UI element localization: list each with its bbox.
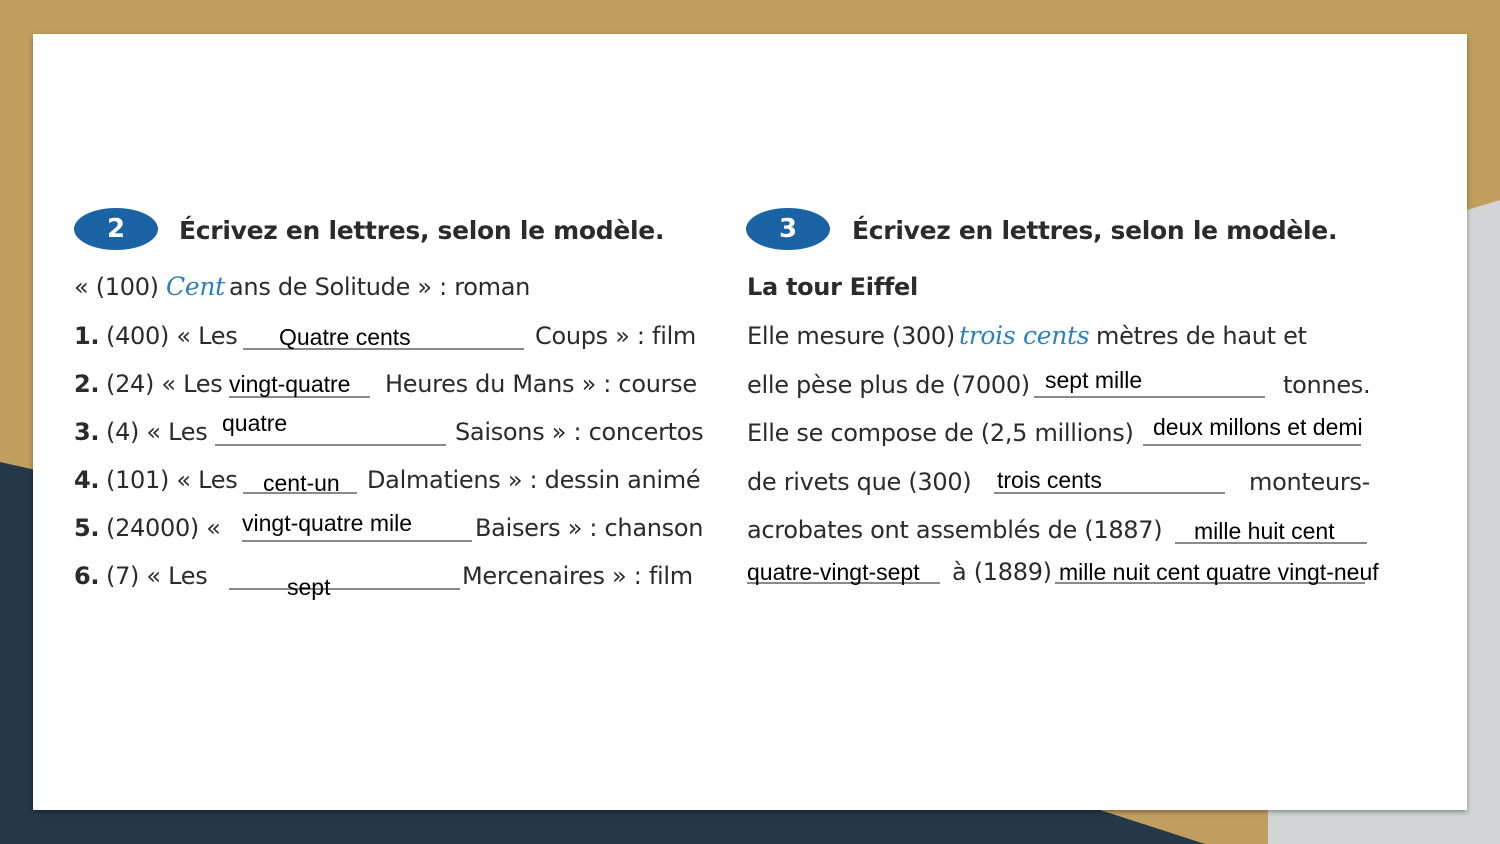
item-1-prefix: (400) « Les <box>106 322 238 350</box>
item-4-prefix: (101) « Les <box>106 466 238 494</box>
item-1-answer[interactable]: Quatre cents <box>279 324 411 350</box>
item-2-prefix: (24) « Les <box>106 370 223 398</box>
item-6-suffix: Mercenaires » : film <box>462 562 693 590</box>
line-3-answer[interactable]: deux millons et demi <box>1153 414 1363 440</box>
item-3-blank-line <box>215 444 446 446</box>
item-6-blank-line <box>229 588 460 590</box>
item-4-suffix: Dalmatiens » : dessin animé <box>367 466 701 494</box>
line-3-prefix: Elle se compose de (2,5 millions) <box>747 419 1134 447</box>
item-6-prefix: (7) « Les <box>106 562 208 590</box>
line-2-prefix: elle pèse plus de (7000) <box>747 371 1030 399</box>
item-5-number: 5. <box>74 514 100 542</box>
item-3-answer[interactable]: quatre <box>222 410 288 436</box>
line-4-prefix: de rivets que (300) <box>747 468 972 496</box>
line-2-blank-line <box>1034 396 1265 398</box>
item-4-number: 4. <box>74 466 100 494</box>
line-5-prefix: acrobates ont assemblés de (1887) <box>747 516 1163 544</box>
item-3-prefix: (4) « Les <box>106 418 208 446</box>
line-4-answer[interactable]: trois cents <box>997 467 1102 493</box>
exercise-2-heading: Écrivez en lettres, selon le modèle. <box>179 216 665 245</box>
example-model-word: Cent <box>166 272 225 301</box>
item-3-number: 3. <box>74 418 100 446</box>
item-3-suffix: Saisons » : concertos <box>455 418 704 446</box>
item-2-answer[interactable]: vingt-quatre <box>229 371 351 397</box>
item-2-suffix: Heures du Mans » : course <box>385 370 697 398</box>
item-2-number: 2. <box>74 370 100 398</box>
item-5-prefix: (24000) « <box>106 514 221 542</box>
line-4-suffix: monteurs- <box>1249 468 1370 496</box>
item-5-suffix: Baisers » : chanson <box>475 514 704 542</box>
item-4-answer[interactable]: cent-un <box>263 470 340 496</box>
line-3-blank-line <box>1143 444 1361 446</box>
line-1-suffix: mètres de haut et <box>1096 322 1307 350</box>
line-1-model-word: trois cents <box>959 321 1090 350</box>
line-5-answer[interactable]: mille huit cent <box>1194 518 1335 544</box>
item-1-number: 1. <box>74 322 100 350</box>
item-6-number: 6. <box>74 562 100 590</box>
item-1-suffix: Coups » : film <box>535 322 697 350</box>
item-5-answer[interactable]: vingt-quatre mile <box>242 510 413 536</box>
item-5-blank-line <box>242 540 472 542</box>
line-6-answer-2[interactable]: mille nuit cent quatre vingt-neuf <box>1059 559 1379 585</box>
line-1-prefix: Elle mesure (300) <box>747 322 955 350</box>
example-pre: « (100) <box>74 273 159 301</box>
line-6-middle: à (1889) <box>952 558 1052 586</box>
line-6-answer-1[interactable]: quatre-vingt-sept <box>747 559 920 585</box>
example-post: ans de Solitude » : roman <box>229 273 531 301</box>
exercise-2-badge: 2 <box>74 208 158 250</box>
item-6-answer[interactable]: sept <box>287 574 331 600</box>
line-2-suffix: tonnes. <box>1283 371 1371 399</box>
line-2-answer[interactable]: sept mille <box>1045 367 1143 393</box>
exercise-3-heading: Écrivez en lettres, selon le modèle. <box>852 216 1338 245</box>
section-title: La tour Eiffel <box>747 273 918 301</box>
exercise-3-badge: 3 <box>746 208 830 250</box>
